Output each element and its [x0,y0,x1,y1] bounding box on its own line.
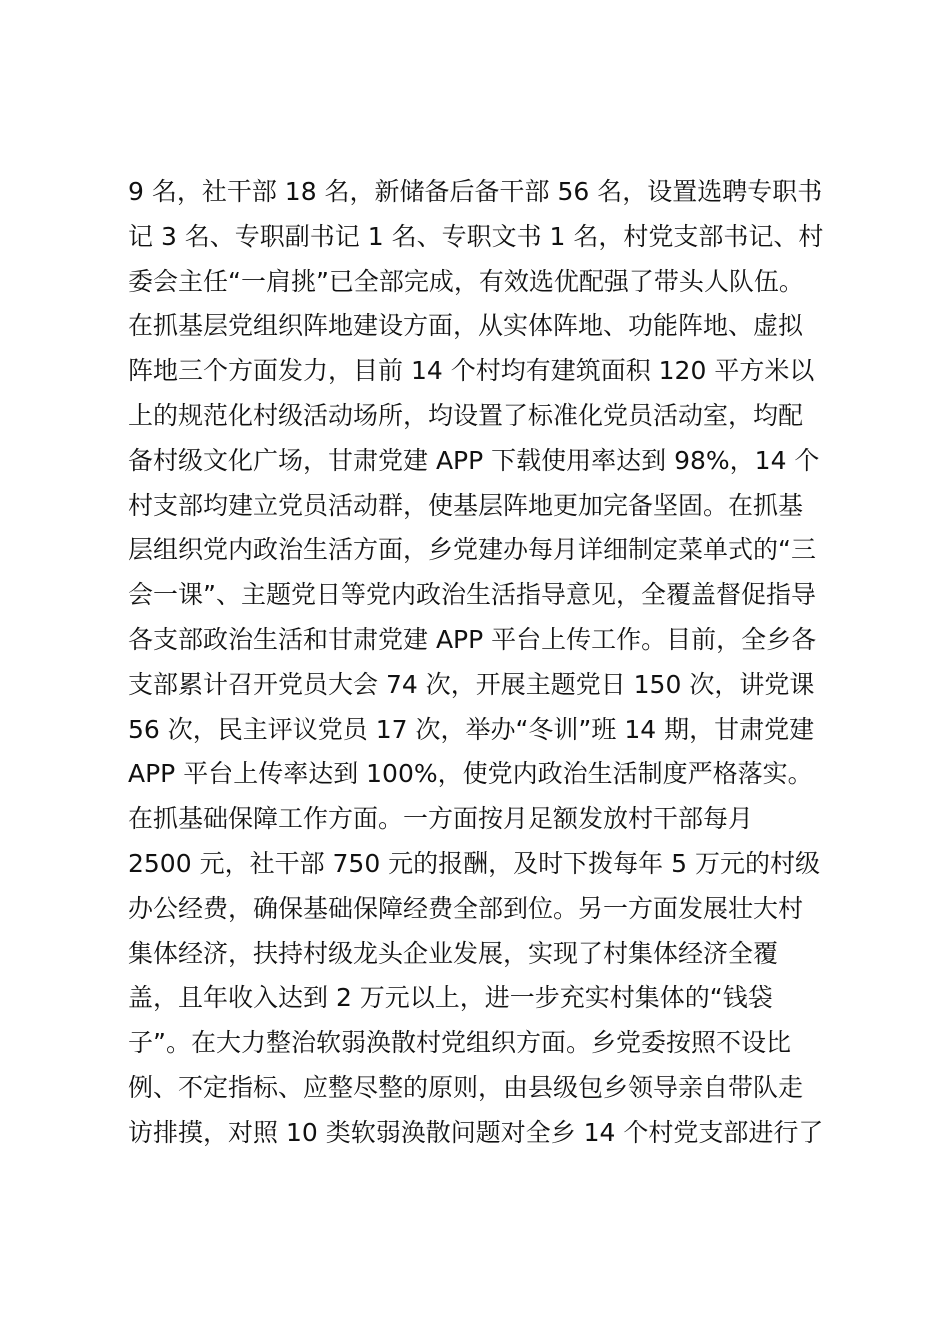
text-line: 盖，且年收入达到 2 万元以上，进一步充实村集体的“钱袋 [128,983,773,1013]
text-line: 支部累计召开党员大会 74 次，开展主题党日 150 次，讲党课 [128,669,815,699]
body-paragraph [128,170,848,1156]
text-line: 2500 元，社干部 750 元的报酬，及时下拨每年 5 万元的村级 [128,848,820,878]
text-line: 阵地三个方面发力，目前 14 个村均有建筑面积 120 平方米以 [128,356,815,386]
text-line: 办公经费，确保基础保障经费全部到位。另一方面发展壮大村 [128,893,804,923]
text-line: 例、不定指标、应整尽整的原则，由县级包乡领导亲自带队走 [128,1072,804,1102]
text-line: 备村级文化广场，甘肃党建 APP 下载使用率达到 98%，14 个 [128,445,820,475]
text-line: 子”。在大力整治软弱涣散村党组织方面。乡党委按照不设比 [128,1028,791,1058]
text-line: 村支部均建立党员活动群，使基层阵地更加完备坚固。在抓基 [128,490,804,520]
text-line: 各支部政治生活和甘肃党建 APP 平台上传工作。目前，全乡各 [128,624,817,654]
text-line: 记 3 名、专职副书记 1 名、专职文书 1 名，村党支部书记、村 [128,221,824,251]
text-line: 层组织党内政治生活方面，乡党建办每月详细制定菜单式的“三 [128,535,816,565]
text-line: 访排摸，对照 10 类软弱涣散问题对全乡 14 个村党支部进行了 [128,1117,824,1147]
text-line: 集体经济，扶持村级龙头企业发展，实现了村集体经济全覆 [128,938,779,968]
text-line: 委会主任“一肩挑”已全部完成，有效选优配强了带头人队伍。 [128,266,804,296]
text-line: 在抓基层党组织阵地建设方面，从实体阵地、功能阵地、虚拟 [128,311,804,341]
text-line: 会一课”、主题党日等党内政治生活指导意见，全覆盖督促指导 [128,580,816,610]
text-line: 上的规范化村级活动场所，均设置了标准化党员活动室，均配 [128,400,804,430]
text-line: 56 次，民主评议党员 17 次，举办“冬训”班 14 期，甘肃党建 [128,714,815,744]
text-line: APP 平台上传率达到 100%，使党内政治生活制度严格落实。 [128,759,813,789]
text-line: 在抓基础保障工作方面。一方面按月足额发放村干部每月 [128,804,754,834]
text-line: 9 名，社干部 18 名，新储备后备干部 56 名，设置选聘专职书 [128,177,823,206]
